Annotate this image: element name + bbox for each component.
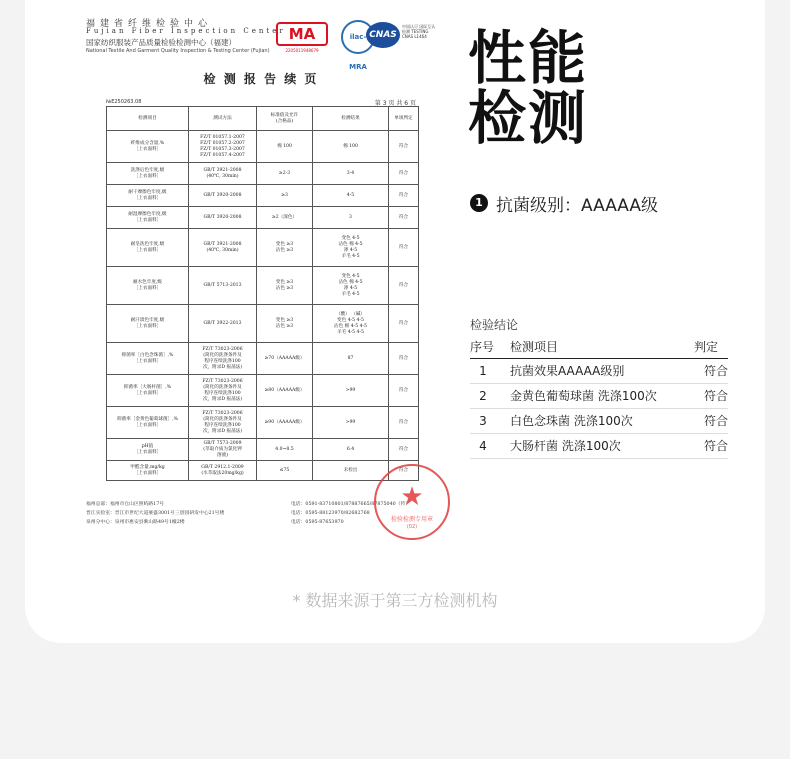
report-table-cell: 耐皂洗色牢度,级 ［上衣面料］ [107, 229, 189, 267]
report-table-row [107, 267, 419, 305]
report-table-cell: ≥90（AAAAA级） [257, 407, 313, 439]
col-header-item: 检测项目 [510, 336, 694, 358]
report-table-cell: 甲醛含量,mg/kg ［上衣面料］ [107, 461, 189, 481]
report-table-row [107, 229, 419, 267]
report-table-row [107, 131, 419, 163]
report-table-cell: 符合 [389, 163, 419, 185]
number-badge-icon: 1 [470, 194, 488, 212]
report-table-cell: GB/T 3921-2008 (40℃, 30min) [189, 163, 257, 185]
col-header: 单项判定 [389, 107, 419, 131]
col-header-result: 判定 [694, 336, 728, 358]
org-full-name-en: National Textile And Garment Quality Inspection & Testing Center (Fujian) [86, 48, 270, 54]
col-header-no: 序号 [470, 336, 510, 358]
report-table [106, 106, 419, 481]
feature-text: 抗菌级别：AAAAA级 [496, 195, 659, 216]
feature-highlight [470, 192, 658, 214]
report-table-cell: GB/T 3920-2008 [189, 185, 257, 207]
report-table-cell: 符合 [389, 461, 419, 481]
report-table-cell: 耐湿摩擦色牢度,级 ［上衣面料］ [107, 207, 189, 229]
row-result: 符合 [694, 433, 728, 458]
footer-phone: 电话：0591-83710801/87887665/87875040（传） [291, 502, 411, 507]
report-table-cell: 4-5 [313, 185, 389, 207]
conclusion-header-row [470, 336, 728, 358]
report-table-cell: ≥3 [257, 185, 313, 207]
report-table-row [107, 163, 419, 185]
report-table-cell: FZ/T 73023-2006 (简化的洗涤条件及 程序连续洗涤100 次，附录D 振荡法) [189, 375, 257, 407]
row-no: 3 [470, 408, 510, 433]
report-table-cell: 符合 [389, 207, 419, 229]
cma-mark: MA [276, 22, 328, 46]
report-title: 检 测 报 告 续 页 [203, 72, 319, 86]
report-table-cell: ≥2-3 [257, 163, 313, 185]
test-report-image [86, 12, 436, 542]
row-result: 符合 [694, 383, 728, 408]
report-table-row [107, 461, 419, 481]
report-table-cell: FZ/T 01057.1-2007 FZ/T 01057.2-2007 FZ/T 01057.3-2007 FZ/T 01057.4-2007 [189, 131, 257, 163]
report-table-cell: 符合 [389, 305, 419, 343]
report-table-cell: GB/T 3920-2008 [189, 207, 257, 229]
report-table-row [107, 439, 419, 461]
report-table-cell: ≥80（AAAAA级） [257, 375, 313, 407]
row-item: 金黄色葡萄球菌 洗涤100次 [510, 383, 694, 408]
page-title-line: 检测 [468, 84, 589, 152]
report-table-cell: GB/T 3922-2013 [189, 305, 257, 343]
footer-address: 晋江实验室：晋江市世纪大道豪盛3001号三创园研发中心21号楼 [86, 511, 225, 516]
table-row [470, 408, 728, 433]
report-table-cell: pH值 ［上衣面料］ [107, 439, 189, 461]
report-table-cell: 符合 [389, 229, 419, 267]
report-table-cell: >99 [313, 375, 389, 407]
col-header: 标准值及允许 (合格品) [257, 107, 313, 131]
cma-number: 2205011948679 [285, 48, 319, 53]
page-title [468, 24, 589, 152]
stamp-text: 检验检测专用章 [390, 516, 433, 523]
table-row [470, 358, 728, 383]
report-table-cell: 符合 [389, 439, 419, 461]
report-table-cell: （酸） （碱） 变色 4-5 4-5 沾色 棉 4-5 4-5 羊毛 4-5 4-5 [313, 305, 389, 343]
conclusion-title: 检验结论 [470, 318, 519, 332]
report-table-cell: 4.0~8.5 [257, 439, 313, 461]
row-item: 大肠杆菌 洗涤100次 [510, 433, 694, 458]
report-table-row [107, 207, 419, 229]
report-table-cell: 变色 ≥3 沾色 ≥3 [257, 267, 313, 305]
report-table-header [107, 107, 419, 131]
report-table-cell: GB/T 7573-2009 (萃取介质为氯化钾 溶液) [189, 439, 257, 461]
cma-logo-icon [276, 22, 328, 56]
row-no: 1 [470, 358, 510, 383]
report-table-cell: 6.4 [313, 439, 389, 461]
report-table-cell: 变色 ≥3 沾色 ≥3 [257, 305, 313, 343]
row-result: 符合 [694, 408, 728, 433]
org-full-name-cn: 国家纺织服装产品质量检验检测中心（福建） [86, 38, 236, 47]
table-row [470, 383, 728, 408]
org-name-en: Fujian Fiber Inspection Center [86, 27, 286, 35]
report-table-cell: 变色 4-5 沾色 棉 4-5 涤 4-5 羊毛 4-5 [313, 267, 389, 305]
report-table-cell: ≥2（深色） [257, 207, 313, 229]
report-table-cell: 符合 [389, 185, 419, 207]
cnas-caption: 中国认可 国际互认 检测 TESTING CNAS L1464 [402, 24, 436, 39]
page-title-line: 性能 [468, 24, 589, 92]
report-table-cell: 抑菌率［金黄色葡萄球菌］,% ［上衣面料］ [107, 407, 189, 439]
stamp-star-icon: ★ [400, 482, 424, 512]
footer-phone: 电话：0595-88123970/82682768 [291, 511, 370, 516]
report-table-cell: 符合 [389, 375, 419, 407]
report-table-cell: FZ/T 73023-2006 (简化的洗涤条件及 程序连续洗涤100 次，附录D 振荡法) [189, 343, 257, 375]
report-table-cell: 3-4 [313, 163, 389, 185]
report-table-cell: 3 [313, 207, 389, 229]
report-table-cell: FZ/T 73023-2006 (简化的洗涤条件及 程序连续洗涤100 次，附录D 振荡法) [189, 407, 257, 439]
table-row [470, 433, 728, 458]
report-table-cell: GB/T 5713-2013 [189, 267, 257, 305]
report-table-cell: ≤75 [257, 461, 313, 481]
report-table-row [107, 343, 419, 375]
row-item: 白色念珠菌 洗涤100次 [510, 408, 694, 433]
report-table-cell: 符合 [389, 131, 419, 163]
row-result: 符合 [694, 358, 728, 383]
stamp-code: (02) [406, 524, 418, 530]
report-table-cell: 抑菌率［大肠杆菌］,% ［上衣面料］ [107, 375, 189, 407]
report-table-row [107, 375, 419, 407]
report-table-cell: 符合 [389, 267, 419, 305]
report-table-row [107, 407, 419, 439]
report-table-body [107, 131, 419, 481]
col-header: 检测结果 [313, 107, 389, 131]
report-table-cell: 耐汗渍色牢度,级 ［上衣面料］ [107, 305, 189, 343]
official-stamp-icon [374, 464, 450, 540]
org-name-cn: 福建省纤维检验中心 [86, 19, 213, 29]
report-table-cell: 棉 100 [257, 131, 313, 163]
report-table-cell: 符合 [389, 407, 419, 439]
report-table-cell: ≥70（AAAAA级） [257, 343, 313, 375]
col-header: 检测项目 [107, 107, 189, 131]
report-table-cell: >99 [313, 407, 389, 439]
ilac-logo-icon: ilac-MRA [341, 20, 375, 54]
footer-address: 福州总部：福州市仓山区照屿路17号 [86, 502, 165, 507]
report-table-cell: 未检出 [313, 461, 389, 481]
report-table-cell: 变色 4-5 沾色 棉 4-5 涤 4-5 羊毛 4-5 [313, 229, 389, 267]
report-page-info: 第 3 页 共 6 页 [374, 100, 416, 107]
report-table-row [107, 305, 419, 343]
row-no: 2 [470, 383, 510, 408]
report-table-row [107, 185, 419, 207]
report-table-cell: 耐干摩擦色牢度,级 ［上衣面料］ [107, 185, 189, 207]
report-table-cell: 纤维成分含量,% ［上衣面料］ [107, 131, 189, 163]
row-item: 抗菌效果AAAAA级别 [510, 358, 694, 383]
conclusion-table [470, 336, 728, 459]
report-table-cell: 洗涤后色牢度,级 ［上衣面料］ [107, 163, 189, 185]
report-table-cell: GB/T 3921-2008 (40℃, 30min) [189, 229, 257, 267]
cnas-mark: CNAS [366, 22, 400, 48]
row-no: 4 [470, 433, 510, 458]
report-table-cell: 变色 ≥3 沾色 ≥3 [257, 229, 313, 267]
report-table-cell: 符合 [389, 343, 419, 375]
report-table-cell: 棉 100 [313, 131, 389, 163]
report-table-cell: 耐水色牢度,级 ［上衣面料］ [107, 267, 189, 305]
footer-phone: 电话：0595-87653970 [291, 520, 344, 525]
footer-address: 泉州分中心：泉州市惠安县紫山路49号1幢2楼 [86, 520, 185, 525]
report-table-cell: 87 [313, 343, 389, 375]
data-source-note: * 数据来源于第三方检测机构 [292, 591, 498, 610]
report-table-cell: 抑菌率［白色念珠菌］,% ［上衣面料］ [107, 343, 189, 375]
cnas-logo-icon [366, 22, 436, 56]
col-header: 测试方法 [189, 107, 257, 131]
conclusion-section [470, 316, 728, 459]
report-number: №E250263.08 [106, 99, 142, 105]
report-table-cell: GB/T 2912.1-2009 (水萃取法20mg/kg) [189, 461, 257, 481]
